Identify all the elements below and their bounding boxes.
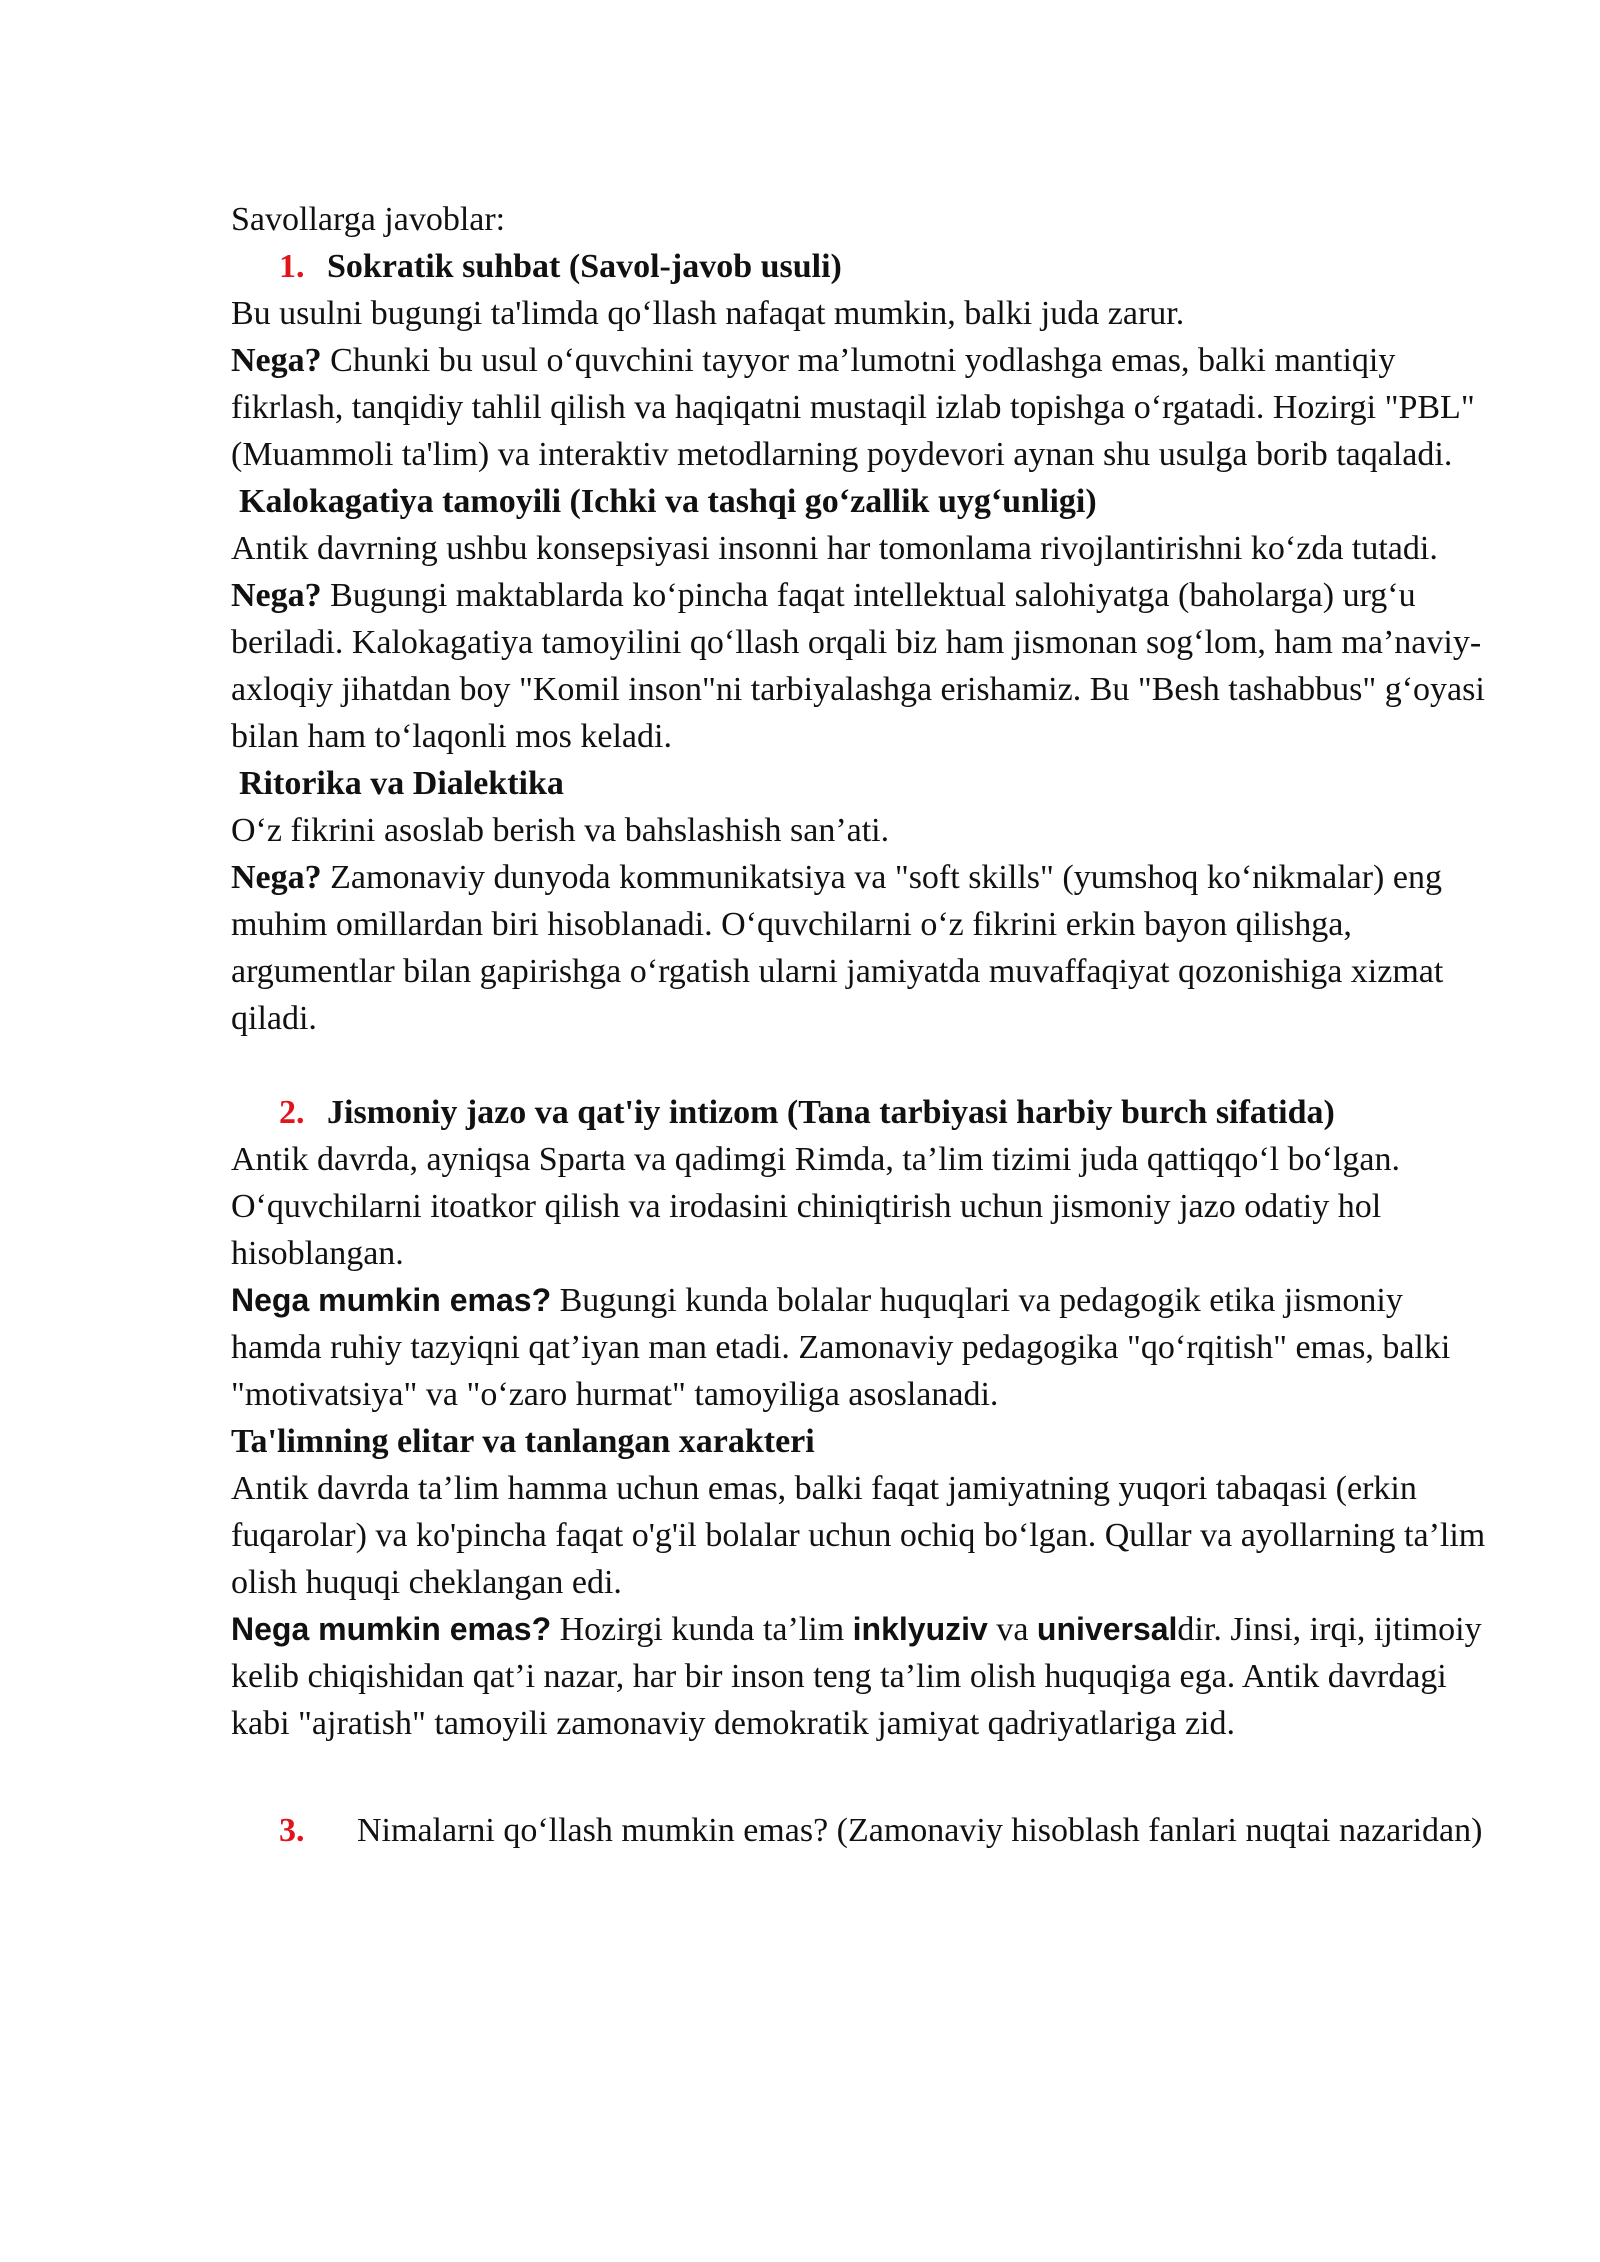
- section-2-intro: Antik davrda, ayniqsa Sparta va qadimgi Rimda, ta’lim tizimi juda qattiqqo‘l bo‘lgan. O‘quvchilarni itoatkor qilish va irodasini chiniqtirish uchun jismoniy jazo odatiy hol hisoblangan.: [231, 1141, 1400, 1272]
- section-2-number: 2.: [279, 1094, 305, 1131]
- section-3-heading: [231, 1807, 1491, 1854]
- why-label: Nega mumkin emas?: [231, 1282, 552, 1318]
- why-text-mid: va: [987, 1611, 1037, 1648]
- section-2-sub1-heading: [231, 1418, 1491, 1465]
- section-1-heading: [231, 243, 1491, 290]
- sub-heading-text: Ritorika va Dialektika: [239, 765, 564, 802]
- sub-heading-text: Kalokagatiya tamoyili (Ichki va tashqi go‘zallik uyg‘unligi): [239, 483, 1097, 520]
- section-2-sub1-intro: Antik davrda ta’lim hamma uchun emas, balki faqat jamiyatning yuqori tabaqasi (erkin fuqarolar) va ko'pincha faqat o'g'il bolalar uchun ochiq bo‘lgan. Qullar va ayollarning ta’lim olish huquqi cheklangan edi.: [231, 1470, 1486, 1601]
- section-1-number: 1.: [279, 248, 305, 285]
- section-1-sub2-why: [231, 854, 1491, 1042]
- section-1-sub2-heading: [231, 760, 1491, 807]
- section-1-sub1-why: [231, 572, 1491, 760]
- section-2-sub1-why: [231, 1606, 1491, 1747]
- section-1-why: [231, 337, 1491, 478]
- why-text: Chunki bu usul o‘quvchini tayyor ma’lumotni yodlashga emas, balki mantiqiy fikrlash, tanqidiy tahlil qilish va haqiqatni mustaqil izlab topishga o‘rgatadi. Hozirgi "PBL" (Muammoli ta'lim) va interaktiv metodlarning poydevori aynan shu usulga borib taqaladi.: [231, 342, 1475, 473]
- section-1-title: Sokratik suhbat (Savol-javob usuli): [327, 248, 842, 285]
- section-2-why: [231, 1277, 1491, 1418]
- why-bold-inklyuziv: inklyuziv: [852, 1611, 988, 1647]
- why-text-pre: Hozirgi kunda ta’lim: [551, 1611, 853, 1648]
- why-text: Zamonaviy dunyoda kommunikatsiya va "soft skills" (yumshoq ko‘nikmalar) eng muhim omillardan biri hisoblanadi. O‘quvchilarni o‘z fikrini erkin bayon qilishga, argumentlar bilan gapirishga o‘rgatish ularni jamiyatda muvaffaqiyat qozonishiga xizmat qiladi.: [231, 859, 1444, 1037]
- section-3-title: Nimalarni qo‘llash mumkin emas? (Zamonaviy hisoblash fanlari nuqtai nazaridan): [357, 1812, 1483, 1849]
- document-page: [231, 196, 1491, 1854]
- section-1-sub2-intro: O‘z fikrini asoslab berish va bahslashish san’ati.: [231, 812, 890, 849]
- document-title: Savollarga javoblar:: [231, 201, 506, 238]
- why-bold-universal: universal: [1036, 1611, 1178, 1647]
- why-label: Nega?: [231, 577, 322, 614]
- why-label: Nega?: [231, 342, 322, 379]
- section-1-sub1-heading: [231, 478, 1491, 525]
- why-text: Bugungi kunda bolalar huquqlari va pedagogik etika jismoniy hamda ruhiy tazyiqni qat’iyan man etadi. Zamonaviy pedagogika "qo‘rqitish" emas, balki "motivatsiya" va "o‘zaro hurmat" tamoyiliga asoslanadi.: [231, 1282, 1451, 1413]
- spacer: [231, 1747, 1491, 1807]
- section-2-title: Jismoniy jazo va qat'iy intizom (Tana tarbiyasi harbiy burch sifatida): [327, 1094, 1335, 1131]
- why-label: Nega mumkin emas?: [231, 1611, 552, 1647]
- why-text: Bugungi maktablarda ko‘pincha faqat intellektual salohiyatga (baholarga) urg‘u beriladi. Kalokagatiya tamoyilini qo‘llash orqali biz ham jismonan sog‘lom, ham ma’naviy-axloqiy jihatdan boy "Komil inson"ni tarbiyalashga erishamiz. Bu "Besh tashabbus" g‘oyasi bilan ham to‘laqonli mos keladi.: [231, 577, 1485, 755]
- section-1-sub1-intro: Antik davrning ushbu konsepsiyasi insonni har tomonlama rivojlantirishni ko‘zda tutadi.: [231, 530, 1438, 567]
- why-label: Nega?: [231, 859, 322, 896]
- why-text-post: dir. Jinsi, irqi, ijtimoiy kelib chiqishidan qat’i nazar, har bir inson teng ta’lim olish huquqiga ega. Antik davrdagi kabi "ajratish" tamoyili zamonaviy demokratik jamiyat qadriyatlariga zid.: [231, 1611, 1482, 1742]
- sub-heading-text: Ta'limning elitar va tanlangan xarakteri: [231, 1423, 815, 1460]
- spacer: [231, 1042, 1491, 1089]
- section-2-heading: [231, 1089, 1491, 1136]
- section-3-number: 3.: [279, 1812, 305, 1849]
- section-1-intro: Bu usulni bugungi ta'limda qo‘llash nafaqat mumkin, balki juda zarur.: [231, 295, 1185, 332]
